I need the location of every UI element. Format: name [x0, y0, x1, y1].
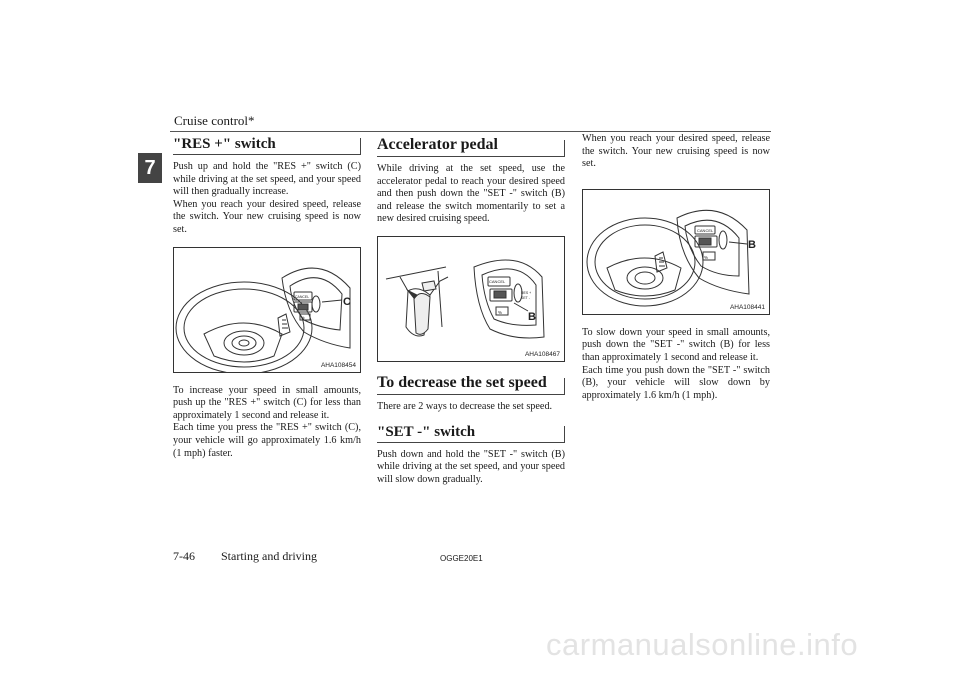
- figure-code: AHA108454: [320, 361, 356, 369]
- callout-b: B: [528, 310, 536, 323]
- footer-section: Starting and driving: [221, 549, 317, 563]
- paragraph: There are 2 ways to decrease the set speed.: [377, 400, 553, 412]
- paragraph: To slow down your speed in small amounts, push down the "SET -" switch (B) for less than approximately 1 second and release it.: [582, 326, 770, 363]
- column-2: [377, 136, 565, 486]
- svg-text:%: %: [704, 254, 709, 260]
- document-code: OGGE20E1: [440, 554, 483, 563]
- paragraph: Push down and hold the "SET -" switch (B) while driving at the set speed, and your speed will slow down gradually.: [377, 448, 565, 485]
- steering-wheel-illustration: [583, 190, 769, 314]
- column-3: [582, 133, 770, 402]
- svg-text:CANCEL: CANCEL: [295, 294, 310, 299]
- figure-code: AHA108467: [524, 350, 560, 358]
- paragraph: To increase your speed in small amounts, push up the "RES +" switch (C) for less than approximately 1 second and release it.: [173, 384, 361, 421]
- header-rule: [170, 131, 771, 132]
- chapter-tab: 7: [138, 153, 162, 183]
- paragraph: Push up and hold the "RES +" switch (C) while driving at the set speed, and your speed will then gradually increase.: [173, 161, 361, 198]
- paragraph: When you reach your desired speed, release the switch. Your new cruising speed is now set.: [582, 133, 770, 170]
- paragraph: While driving at the set speed, use the accelerator pedal to reach your desired speed and then push down the "SET -" switch (B) and release the switch momentarily to set a new desired cruising speed.: [377, 163, 565, 225]
- accelerator-pedal-figure: [377, 236, 565, 362]
- callout-c: C: [343, 295, 351, 308]
- figure-code: AHA108441: [729, 303, 765, 311]
- steering-wheel-figure-c: [173, 247, 361, 373]
- svg-text:%: %: [498, 309, 503, 315]
- steering-wheel-illustration: [174, 248, 360, 372]
- watermark: carmanualsonline.info: [546, 627, 859, 662]
- paragraph: When you reach your desired speed, release the switch. Your new cruising speed is now set.: [173, 198, 361, 235]
- callout-b: B: [748, 238, 756, 251]
- svg-text:CANCEL: CANCEL: [697, 227, 714, 233]
- running-header: Cruise control*: [174, 113, 255, 128]
- paragraph: Each time you push down the "SET -" switch (B), your vehicle will slow down by approximately 1.6 km/h (1 mph).: [582, 364, 770, 401]
- res-switch-heading: "RES +" switch: [173, 136, 361, 155]
- page-number: 7-46: [173, 549, 195, 563]
- svg-text:CANCEL: CANCEL: [489, 278, 506, 284]
- svg-text:%: %: [301, 314, 305, 320]
- column-1: [173, 136, 361, 460]
- paragraph: Each time you press the "RES +" switch (C), your vehicle will go approximately 1.6 km/h (1 mph) faster.: [173, 422, 361, 459]
- svg-text:SET -: SET -: [521, 295, 530, 300]
- set-switch-heading: "SET -" switch: [377, 424, 565, 443]
- accelerator-pedal-heading: Accelerator pedal: [377, 136, 565, 157]
- steering-wheel-figure-b: [582, 189, 770, 315]
- decrease-set-speed-heading: To decrease the set speed: [377, 374, 565, 395]
- svg-text:RES +: RES +: [521, 290, 532, 295]
- pedal-and-switch-illustration: [378, 237, 564, 361]
